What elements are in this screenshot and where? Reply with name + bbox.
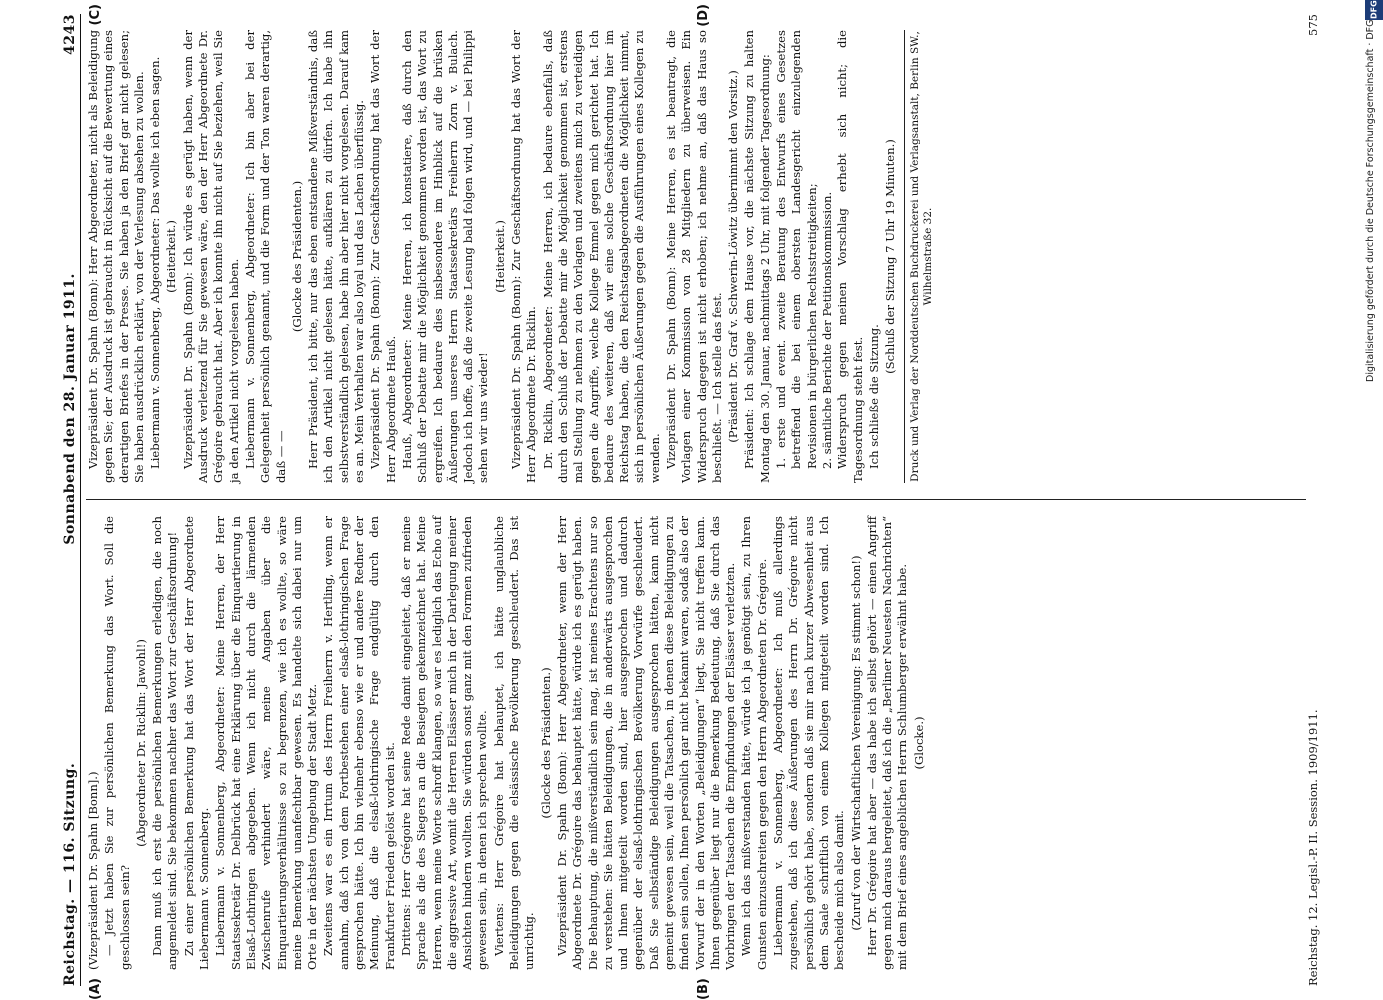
paragraph: (Schluß der Sitzung 7 Uhr 19 Minuten.) xyxy=(883,139,898,374)
page-body xyxy=(52,4,1342,1000)
paragraph: Vizepräsident Dr. Spahn (Bonn): Zur Geschäftsordnung hat das Wort der Herr Abgeordnete Hauß. xyxy=(368,30,398,483)
paragraph: Liebermann v. Sonnenberg, Abgeordneter: Ich bin aber bei der Gelegenheit persönlich genannt, und die Form und der Ton waren derartig, daß — — xyxy=(242,30,288,483)
agenda-item: 1. erste und event. zweite Beratung des Entwurfs eines Gesetzes betreffend die bei einem obersten Landesgericht einzulegenden Revisionen in bürgerlichen Rechtsstreitigkeiten; xyxy=(774,30,819,469)
marker-c: (C) xyxy=(88,4,103,26)
paragraph: Präsident: Ich schlage dem Hause vor, die nächste Sitzung zu halten Montag den 30. Januar, nachmittags 2 Uhr, mit folgender Tagesordnung: xyxy=(742,30,772,483)
paragraph: Wenn ich das mißverstanden hätte, würde ich ja genötigt sein, zu Ihren Gunsten einzuschreiten gegen den Herrn Abgeordneten Dr. Grégoire. xyxy=(739,516,769,970)
right-column xyxy=(86,4,1306,500)
paragraph: Liebermann v. Sonnenberg, Abgeordneter: Ich muß allerdings zugestehen, daß ich diese Äußerungen des Herrn Dr. Grégoire nicht persönlich gehört habe, sondern daß sie mir nach kurzer Abwesenheit aus dem Saale schriftlich von einem Kollegen mitgeteilt worden sind. Ich bescheide mich also damit. xyxy=(771,516,847,970)
marker-b: (B) xyxy=(696,978,711,1000)
header-left: Reichstag. — 116. Sitzung. xyxy=(62,762,78,986)
marker-a: (A) xyxy=(88,978,103,1000)
paragraph: (Glocke.) xyxy=(911,716,926,770)
text-columns xyxy=(86,4,1306,1000)
left-column xyxy=(86,500,1306,1000)
paragraph: Liebermann v. Sonnenberg, Abgeordneter: Meine Herren, der Herr Staatssekretär Dr. Delbrück hat eine Erklärung über die Einquartierung in Elsaß-Lothringen abgegeben. Wenn ich nicht durch die lärmenden Zwischenrufe verhindert wäre, meine Angaben über die Einquartierungsverhältnisse so zu begrenzen, wie ich es wollte, so wäre meine Bemerkung unanfechtbar gewesen. Es handelte sich dabei nur um Orte in der nächsten Umgebung der Stadt Metz. xyxy=(213,516,320,970)
paragraph: Viertens: Herr Grégoire hat behauptet, ich hätte unglaubliche Beleidigungen gegen die elsässische Bevölkerung geschleudert. Das ist unrichtig. xyxy=(491,516,537,970)
paragraph: Dr. Ricklin, Abgeordneter: Meine Herren, ich bedaure ebenfalls, daß durch den Schluß der Debatte mir die Möglichkeit genommen ist, erstens mal Stellung zu nehmen zu den Vorlagen und zweitens mich zu verteidigen gegen die Angriffe, welche Kollege Emmel gegen mich gerichtet hat. Ich bedaure des weiteren, daß wir eine solche Geschäftsordnung hier im Reichstag haben, die den Reichstagsabgeordneten die Möglichkeit nimmt, sich in persönlichen Äußerungen gegen die Ausführungen eines Kollegen zu wenden. xyxy=(540,30,662,483)
marker-d: (D) xyxy=(696,4,711,27)
footer-left: Reichstag. 12. Legisl.-P. II. Session. 1909/1911. xyxy=(1306,709,1320,986)
page-number: 4243 xyxy=(62,14,78,55)
paragraph: (Abgeordneter Dr. Ricklin: Jawohl!) xyxy=(133,639,148,847)
paragraph: (Heiterkeit.) xyxy=(492,220,507,293)
paragraph: (Glocke des Präsidenten.) xyxy=(538,667,553,819)
paragraph: Herr Präsident, ich bitte, nur das eben entstandene Mißverständnis, daß ich den Artikel nicht gelesen hätte, aufklären zu dürfen. Ich habe ihn selbstverständlich gelesen, habe ihn aber hier nicht vorgelesen. Darauf kam es an. Mein Verhalten war also loyal und das Lachen überflüssig. xyxy=(306,30,367,483)
paragraph: Vizepräsident Dr. Spahn (Bonn): Herr Abgeordneter, wenn der Herr Abgeordnete Dr. Grégoire das behauptet hätte, würde ich es gerügt haben. Die Behauptung, die mißverständlich sein mag, ist meines Erachtens nur so zu verstehen: Sie hätten Beleidigungen, die in anderwärts ausgesprochen und Ihnen mitgeteilt worden sind, hier ausgesprochen und dadurch gegenüber der elsaß-lothringischen Bevölkerung Vorwürfe geschleudert. Daß Sie selbständige Beleidigungen ausgesprochen hätten, kann nicht gemeint gewesen sein, weil die Tatsachen, in denen diese Beleidigungen zu finden sein sollen, Ihnen persönlich gar nicht bekannt waren, sodaß also der Vorwurf der in den Worten „Beleidigungen“ liegt, Sie nicht treffen kann. Ihnen gegenüber liegt nur die Bemerkung Bedeutung, daß Sie durch das Vorbringen der Tatsachen die Empfindungen der Elsässer verletzten. xyxy=(554,516,738,970)
paragraph: Herr Dr. Grégoire hat aber — das habe ich selbst gehört — einen Angriff gegen mich daraus hergeleitet, daß ich die „Berliner Neuesten Nachrichten“ mit dem Brief eines angeblichen Herrn Schlumberger erwähnt habe. xyxy=(864,516,910,970)
paragraph: (Vizepräsident Dr. Spahn [Bonn].) xyxy=(86,771,100,970)
agenda-item: 2. sämtliche Berichte der Petitionskommission. xyxy=(819,191,834,469)
paragraph: Dann muß ich erst die persönlichen Bemerkungen erledigen, die noch angemeldet sind. Sie bekommen nachher das Wort zur Geschäftsordnung! xyxy=(150,516,180,970)
paragraph: Widerspruch gegen meinen Vorschlag erhebt sich nicht; die Tagesordnung steht fest. xyxy=(835,30,865,483)
paragraph: Zu einer persönlichen Bemerkung hat das Wort der Herr Abgeordnete Liebermann v. Sonnenberg. xyxy=(181,516,212,970)
paragraph: Ich schließe die Sitzung. xyxy=(866,324,881,469)
header-center: Sonnabend den 28. Januar 1911. xyxy=(62,273,78,545)
digitization-note: Digitalisierung gefördert durch die Deutsche Forschungsgemeinschaft · DFG xyxy=(1365,20,1376,383)
agenda-list xyxy=(774,30,835,469)
paragraph: Liebermann v. Sonnenberg, Abgeordneter: Das wollte ich eben sagen. xyxy=(148,56,163,469)
paragraph: (Heiterkeit.) xyxy=(164,220,179,293)
paragraph: — Jetzt haben Sie zur persönlichen Bemerkung das Wort. Soll die geschlossen sein? xyxy=(102,516,132,970)
imprint: Druck und Verlag der Norddeutschen Buchdruckerei und Verlagsanstalt, Berlin SW., Wilhelmstraße 32. xyxy=(904,30,935,483)
paragraph: Hauß, Abgeordneter: Meine Herren, ich konstatiere, daß durch den Schluß der Debatte mir die Möglichkeit genommen worden ist, das Wort zu ergreifen. Ich bedaure dies insbesondere im Hinblick auf die brüsken Äußerungen unseres Herrn Staatssekretärs Freiherrn Zorn v. Bulach. Jedoch ich hoffe, daß die zweite Lesung bald folgen wird, und — bei Philippi sehen wir uns wieder! xyxy=(399,30,491,483)
paragraph: Vizepräsident Dr. Spahn (Bonn): Ich würde es gerügt haben, wenn der Ausdruck verletzend für Sie gewesen wäre, den der Herr Abgeordnete Dr. Grégoire gebraucht hat. Aber ich konnte ihn nicht auf Sie beziehen, weil Sie ja den Artikel nicht vorgelesen haben. xyxy=(180,30,241,483)
paragraph: Drittens: Herr Grégoire hat seine Rede damit eingeleitet, daß er meine Sprache als die des Siegers an die Besiegten gekennzeichnet hat. Meine Herren, wenn meine Worte schroff klangen, so war es lediglich das Echo auf die aggressive Art, womit die Herren Elsässer mich in der Darlegung meiner Ansichten hindern wollten. Sie würden sonst ganz mit den Formen zufrieden gewesen sein, in denen ich sprechen wollte. xyxy=(398,516,490,970)
paragraph: (Präsident Dr. Graf v. Schwerin-Löwitz übernimmt den Vorsitz.) xyxy=(726,70,741,443)
paragraph: Zweitens war es ein Irrtum des Herrn Freiherrn v. Hertling, wenn er annahm, daß ich von dem Fortbestehen einer elsaß-lothringischen Frage gesprochen hätte. Ich bin vielmehr ebenso wie er und andere Redner der Meinung, daß die elsaß-lothringische Frage endgültig durch den Frankfurter Frieden gelöst worden ist. xyxy=(321,516,397,970)
paragraph: (Glocke des Präsidenten.) xyxy=(289,180,304,333)
signature-number: 575 xyxy=(1306,14,1320,36)
paragraph: Vizepräsident Dr. Spahn (Bonn): Meine Herren, es ist beantragt, die Vorlagen einer Kommission von 28 Mitgliedern zu überweisen. Ein Widerspruch dagegen ist nicht erhoben; ich nehme an, daß das Haus so beschließt. — Ich stelle das fest. xyxy=(663,30,724,483)
dfg-logo: DFG xyxy=(1365,0,1383,20)
page-header xyxy=(52,14,81,986)
page-footer xyxy=(1302,14,1324,986)
paragraph: (Zuruf von der Wirtschaftlichen Vereinigung: Es stimmt schon!) xyxy=(848,555,863,931)
paragraph: Vizepräsident Dr. Spahn (Bonn): Herr Abgeordneter, nicht als Beleidigung gegen Sie; der Ausdruck ist gebraucht in Rücksicht auf die Bewertung eines derartigen Briefes in der Presse. Sie haben ja den Brief gar nicht gelesen; Sie haben ausdrücklich erklärt, von der Verlesung absehen zu wollen. xyxy=(86,30,146,483)
paragraph: Vizepräsident Dr. Spahn (Bonn): Zur Geschäftsordnung hat das Wort der Herr Abgeordnete Dr. Ricklin. xyxy=(509,30,539,483)
